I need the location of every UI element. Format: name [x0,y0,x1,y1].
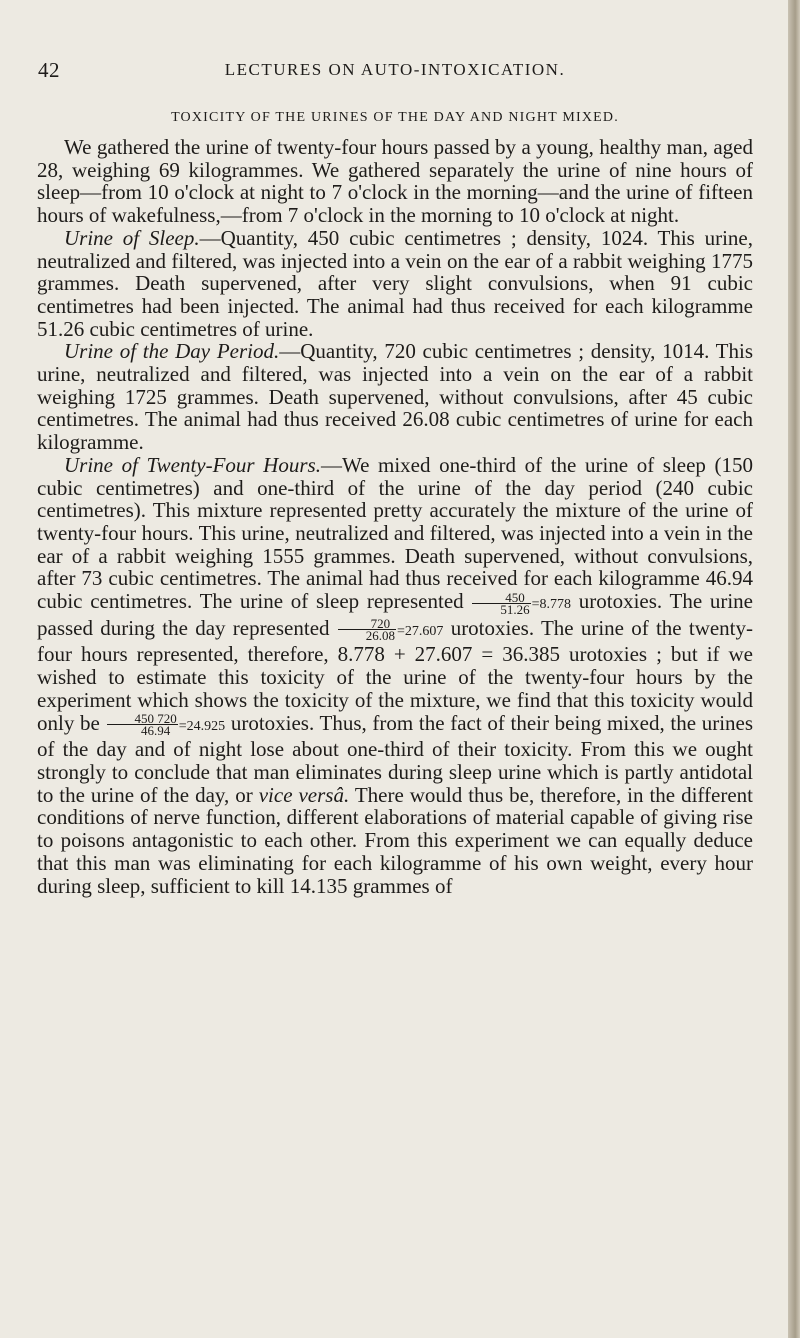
heading-urine-of-day: Urine of the Day Period. [64,339,280,364]
fraction-day-result: =27.607 [397,623,444,639]
urine-twenty-four-hours-part-e: There would thus be, therefore, in the different conditions of nerve function, different elaborations of material capable of giving rise to poisons antagonistic to each other. From this experiment we can equally deduce that this man was eliminating for each kilogramme of his own weight, every hour during sleep, sufficient to kill 14.135 grammes of [37,782,753,898]
page-edge-shadow [788,0,800,1338]
vice-versa-italic: vice versâ. [258,782,350,807]
fraction-mixture-denominator: 46.94 [141,723,171,739]
urine-twenty-four-hours-part-a: —We mixed one-third of the urine of sleep (150 cubic centimetres) and one-third of the urine of the day period (240 cubic centimetres). This mixture represented pretty accurately the mixture of the urine of twenty-four hours. This urine, neutralized and filtered, was injected into a vein in the ear of a rabbit weighing 1555 grammes. Death supervened, without convulsions, after 73 cubic centimetres. The animal had thus received for each kilogramme 46.94 cubic centimetres. The urine of sleep represented [37,452,754,614]
urine-twenty-four-hours-part-d: urotoxies. Thus, from the fact of their being mixed, the urines of the day and of night lose about one-third of their toxicity. From this we ought strongly to conclude that man eliminates during sleep urine which is partly antidotal to the urine of the day, or [37,710,754,807]
fraction-day-urotoxies [338,616,396,644]
fraction-sleep-urotoxies [472,589,530,617]
fraction-sleep-numerator: 450 [472,592,530,604]
paragraph-urine-of-day [37,340,753,454]
heading-urine-of-sleep: Urine of Sleep. [64,225,200,250]
running-head: LECTURES ON AUTO-INTOXICATION. [224,60,566,79]
urine-of-day-body: —Quantity, 720 cubic centimetres ; density, 1014. This urine, neutralized and filtered, was injected into a vein on the ear of a rabbit weighing 1725 grammes. Death supervened, without convulsions, after 45 cubic centimetres. The animal had thus received 26.08 cubic centimetres of urine for each kilogramme. [37,339,753,455]
fraction-mixture-urotoxies [107,711,178,739]
urine-twenty-four-hours-part-c: urotoxies. The urine of the twenty-four hours represented, therefore, 8.778 + 27.607 = 36.385 urotoxies ; but if we wished to estimate this toxicity of the urine of the twenty-four hours by the experiment which shows the toxicity of the mixture, we find that this toxicity would only be [37,615,754,735]
section-title: TOXICITY OF THE URINES OF THE DAY AND NIGHT MIXED. [171,110,619,125]
fraction-sleep-result: =8.778 [531,597,572,613]
heading-urine-twenty-four-hours: Urine of Twenty-Four Hours. [64,452,321,477]
body-text [37,136,753,897]
urine-of-sleep-body: —Quantity, 450 cubic centimetres ; density, 1024. This urine, neutralized and filtered, was injected into a vein on the ear of a rabbit weighing 1775 grammes. Death supervened, after very slight convulsions, when 91 cubic centimetres had been injected. The animal had thus received for each kilogramme 51.26 cubic centimetres of urine. [37,225,753,341]
fraction-mixture-result: =24.925 [178,718,226,734]
paragraph-urine-of-sleep [37,227,753,341]
page-number: 42 [38,58,60,82]
paragraph-intro: We gathered the urine of twenty-four hours passed by a young, healthy man, aged 28, weighing 69 kilogrammes. We gathered separately the urine of nine hours of sleep—from 10 o'clock at night to 7 o'clock in the morning—and the urine of fifteen hours of wakefulness,—from 7 o'clock in the morning to 10 o'clock at night. [37,135,753,228]
paragraph-urine-twenty-four-hours [37,454,753,897]
urine-twenty-four-hours-part-b: urotoxies. The urine passed during the day represented [37,589,754,640]
fraction-mixture-numerator: 450 720 [107,713,178,725]
fraction-sleep-denominator: 51.26 [500,601,530,617]
fraction-day-denominator: 26.08 [365,628,396,644]
fraction-day-numerator: 720 [338,618,396,630]
